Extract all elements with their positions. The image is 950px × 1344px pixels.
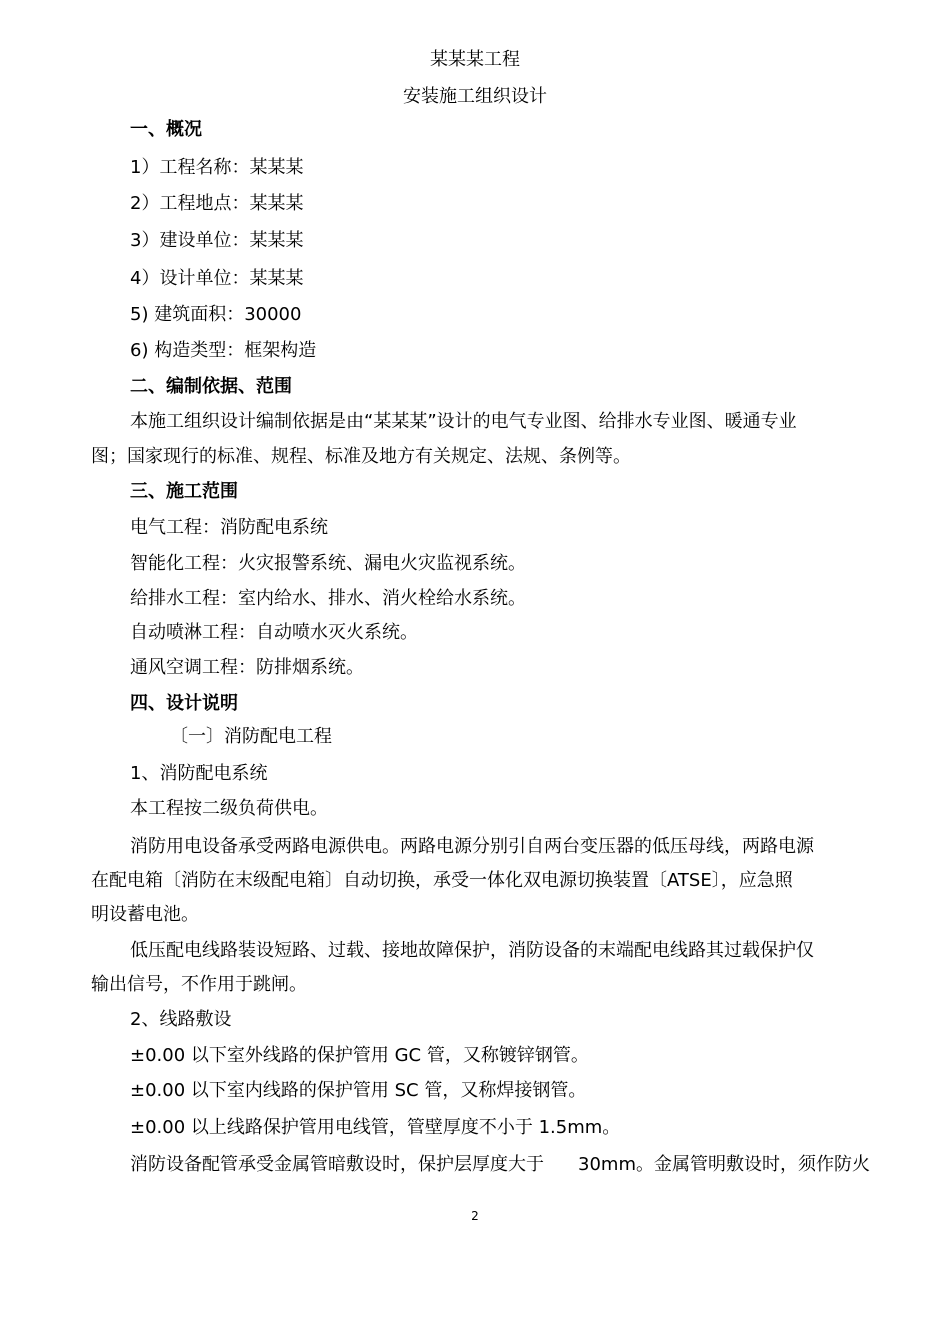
section4-item-title: 2、线路敷设 bbox=[130, 1009, 232, 1030]
section2-paragraph-line: 本施工组织设计编制依据是由“某某某”设计的电气专业图、给排水专业图、暖通专业 bbox=[130, 411, 797, 432]
section4-list-line: ±0.00 以下室内线路的保护管用 SC 管，又称焊接钢管。 bbox=[130, 1080, 587, 1101]
document-subtitle: 安装施工组织设计 bbox=[403, 86, 547, 107]
section2-paragraph-line: 图；国家现行的标准、规程、标准及地方有关规定、法规、条例等。 bbox=[91, 446, 631, 467]
section3-item: 电气工程：消防配电系统 bbox=[130, 517, 328, 538]
section3-item: 给排水工程：室内给水、排水、消火栓给水系统。 bbox=[130, 588, 526, 609]
section4-paragraph-line: 输出信号，不作用于跳闸。 bbox=[91, 974, 307, 995]
section4-paragraph-line: 在配电箱〔消防在末级配电箱〕自动切换，承受一体化双电源切换装置〔ATSE〕，应急照 bbox=[91, 870, 793, 891]
section4-paragraph-line: 低压配电线路装设短路、过载、接地故障保护，消防设备的末端配电线路其过载保护仅 bbox=[130, 940, 814, 961]
section3-heading: 三、施工范围 bbox=[130, 481, 238, 502]
section4-list-line bbox=[130, 1153, 870, 1177]
section2-heading: 二、编制依据、范围 bbox=[130, 376, 292, 397]
page-number: 2 bbox=[471, 1209, 479, 1223]
section4-sub-heading: 〔一〕消防配电工程 bbox=[170, 726, 332, 747]
section1-heading: 一、概况 bbox=[130, 119, 202, 140]
section3-item: 智能化工程：火灾报警系统、漏电火灾监视系统。 bbox=[130, 553, 526, 574]
section1-item: 5) 建筑面积：30000 bbox=[130, 304, 302, 325]
document-title: 某某某工程 bbox=[430, 49, 520, 70]
section4-paragraph-line: 消防用电设备承受两路电源供电。两路电源分别引自两台变压器的低压母线，两路电源 bbox=[130, 836, 814, 857]
section4-heading: 四、设计说明 bbox=[130, 693, 238, 714]
section4-list-line: ±0.00 以下室外线路的保护管用 GC 管，又称镀锌钢管。 bbox=[130, 1045, 589, 1066]
section1-item: 3）建设单位：某某某 bbox=[130, 230, 304, 251]
section3-item: 自动喷淋工程：自动喷水灭火系统。 bbox=[130, 622, 418, 643]
section1-item: 6) 构造类型：框架构造 bbox=[130, 340, 317, 361]
section4-paragraph: 本工程按二级负荷供电。 bbox=[130, 798, 328, 819]
section4-list-line-part: 消防设备配管承受金属管暗敷设时，保护层厚度大于 bbox=[130, 1154, 544, 1175]
section4-list-line: ±0.00 以上线路保护管用电线管，管壁厚度不小于 1.5mm。 bbox=[130, 1117, 621, 1138]
section1-item: 2）工程地点：某某某 bbox=[130, 193, 304, 214]
section1-item: 4）设计单位：某某某 bbox=[130, 268, 304, 289]
section4-list-line-part: 30mm。金属管明敷设时，须作防火 bbox=[578, 1154, 870, 1175]
section1-item: 1）工程名称：某某某 bbox=[130, 157, 304, 178]
section3-item: 通风空调工程：防排烟系统。 bbox=[130, 657, 364, 678]
section4-item-title: 1、消防配电系统 bbox=[130, 763, 268, 784]
section4-paragraph-line: 明设蓄电池。 bbox=[91, 904, 199, 925]
